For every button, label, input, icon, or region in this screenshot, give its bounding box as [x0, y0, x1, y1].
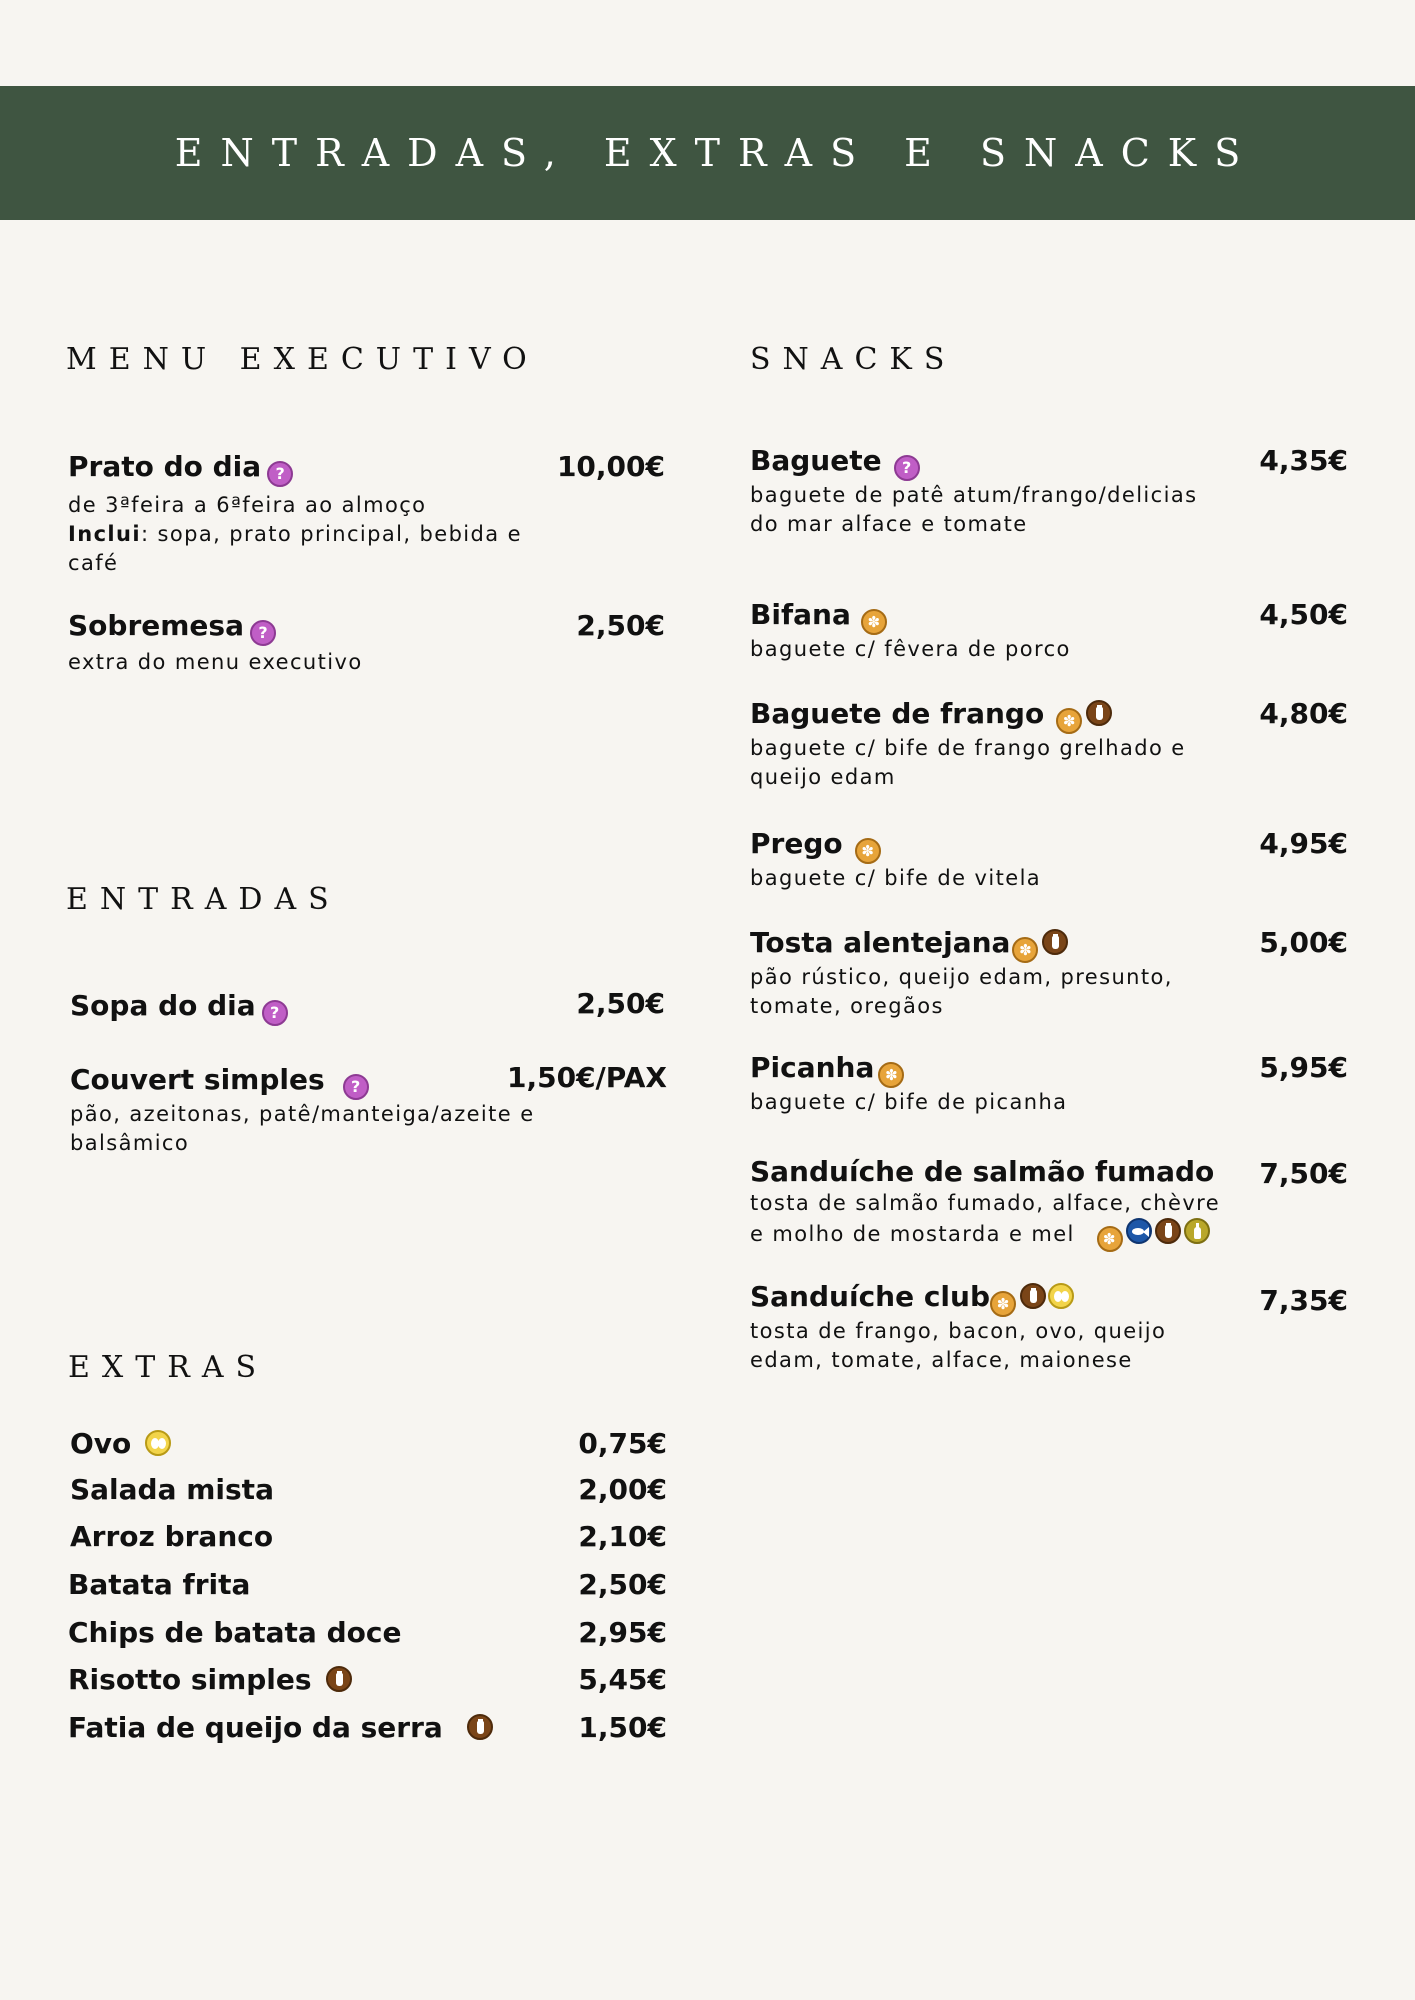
menu-item-couvert-simples: [70, 1063, 560, 1158]
item-name: Arroz branco: [70, 1520, 274, 1553]
item-description: pão rústico, queijo edam, presunto, tomate, oregãos: [750, 965, 1173, 1018]
item-name: Baguete de frango: [750, 697, 1045, 730]
item-price: 2,10€: [578, 1520, 667, 1553]
item-price: 7,50€: [1259, 1157, 1348, 1190]
section-title-snacks: SNACKS: [750, 342, 957, 377]
snack-item-sanduiche-club: [750, 1280, 1210, 1375]
question-mark-icon: ?: [267, 461, 293, 487]
menu-item-sopa-do-dia: [70, 989, 550, 1026]
item-description: baguete c/ bife de frango grelhado e queijo edam: [750, 736, 1186, 789]
item-name: Salada mista: [70, 1473, 274, 1506]
item-name: Risotto simples: [68, 1663, 312, 1696]
menu-item-sobremesa: [68, 609, 548, 677]
question-mark-icon: ?: [250, 620, 276, 646]
extra-item-queijo-da-serra: [68, 1711, 493, 1745]
section-title-menu-executivo: MENU EXECUTIVO: [66, 342, 539, 377]
gluten-wheat-icon: ✽: [855, 838, 881, 864]
gluten-wheat-icon: ✽: [878, 1062, 904, 1088]
item-name: Tosta alentejana: [750, 926, 1011, 959]
item-description: extra do menu executivo: [68, 650, 363, 674]
item-description: de 3ªfeira a 6ªfeira ao almoço: [68, 493, 427, 517]
item-description: tosta de frango, bacon, ovo, queijo edam, tomate, alface, maionese: [750, 1319, 1167, 1372]
extra-item-batata-frita: [68, 1568, 250, 1602]
egg-icon: [1048, 1283, 1074, 1309]
item-price: 0,75€: [578, 1427, 667, 1460]
milk-bottle-icon: [467, 1714, 493, 1740]
item-name: Prato do dia: [68, 450, 262, 483]
item-price: 1,50€/PAX: [506, 1061, 667, 1094]
item-price: 2,50€: [578, 1568, 667, 1601]
gluten-wheat-icon: ✽: [861, 609, 887, 635]
extra-item-chips-batata-doce: [68, 1616, 401, 1650]
section-title-extras: EXTRAS: [68, 1350, 269, 1385]
item-name: Sobremesa: [68, 609, 244, 642]
item-name: Couvert simples: [70, 1063, 325, 1096]
gluten-wheat-icon: ✽: [1097, 1226, 1123, 1252]
extra-item-risotto-simples: [68, 1663, 352, 1697]
item-description: tosta de salmão fumado, alface, chèvre: [750, 1191, 1221, 1215]
snack-item-prego: [750, 827, 1210, 893]
milk-bottle-icon: [1020, 1283, 1046, 1309]
milk-bottle-icon: [1086, 700, 1112, 726]
item-name: Picanha: [750, 1051, 875, 1084]
fish-icon: [1126, 1218, 1152, 1244]
snack-item-baguete: [750, 444, 1210, 539]
item-description-includes: [68, 520, 548, 578]
snack-item-sanduiche-salmao: [750, 1155, 1250, 1252]
question-mark-icon: ?: [262, 1000, 288, 1026]
snack-item-baguete-frango: [750, 697, 1220, 792]
egg-icon: [145, 1430, 171, 1456]
extra-item-salada-mista: [70, 1473, 274, 1507]
item-name: Bifana: [750, 598, 851, 631]
header-banner: [0, 86, 1415, 220]
item-name: Fatia de queijo da serra: [68, 1711, 443, 1744]
item-name: Baguete: [750, 444, 882, 477]
item-price: 10,00€: [556, 450, 665, 483]
item-price: 5,00€: [1259, 926, 1348, 959]
milk-bottle-icon: [1042, 929, 1068, 955]
question-mark-icon: ?: [343, 1074, 369, 1100]
gluten-wheat-icon: ✽: [1056, 708, 1082, 734]
menu-item-prato-do-dia: [68, 450, 548, 578]
item-name: Prego: [750, 827, 843, 860]
snack-item-bifana: [750, 598, 1210, 664]
item-description: pão, azeitonas, patê/manteiga/azeite e balsâmico: [70, 1102, 535, 1155]
item-price: 7,35€: [1259, 1284, 1348, 1317]
item-description: baguete c/ fêvera de porco: [750, 637, 1071, 661]
item-price: 4,50€: [1259, 598, 1348, 631]
includes-label: Inclui: [68, 522, 141, 546]
item-name: Chips de batata doce: [68, 1616, 402, 1649]
section-title-entradas: ENTRADAS: [66, 882, 341, 917]
item-price: 4,95€: [1259, 827, 1348, 860]
question-mark-icon: ?: [894, 455, 920, 481]
snack-item-tosta-alentejana: [750, 926, 1210, 1021]
item-description: baguete c/ bife de vitela: [750, 866, 1042, 890]
item-price: 4,35€: [1259, 444, 1348, 477]
item-name: Sanduíche club: [750, 1280, 991, 1313]
item-name: Ovo: [70, 1427, 132, 1460]
item-price: 2,50€: [576, 609, 665, 642]
item-description: baguete c/ bife de picanha: [750, 1090, 1068, 1114]
item-name: Batata frita: [68, 1568, 251, 1601]
item-name: Sopa do dia: [70, 989, 256, 1022]
item-price: 2,50€: [576, 987, 665, 1020]
item-price: 2,00€: [578, 1473, 667, 1506]
item-price: 5,45€: [578, 1663, 667, 1696]
item-name: Sanduíche de salmão fumado: [750, 1155, 1215, 1188]
item-price: 5,95€: [1259, 1051, 1348, 1084]
snack-item-picanha: [750, 1051, 1210, 1117]
milk-bottle-icon: [326, 1666, 352, 1692]
item-price: 1,50€: [578, 1711, 667, 1744]
extra-item-ovo: [70, 1427, 171, 1461]
gluten-wheat-icon: ✽: [1012, 937, 1038, 963]
item-description: baguete de patê atum/frango/delicias do mar alface e tomate: [750, 483, 1198, 536]
gluten-wheat-icon: ✽: [990, 1291, 1016, 1317]
item-description-continued: e molho de mostarda e mel: [750, 1222, 1075, 1246]
item-price: 2,95€: [578, 1616, 667, 1649]
extra-item-arroz-branco: [70, 1520, 273, 1554]
mustard-bottle-icon: [1184, 1218, 1210, 1244]
item-price: 4,80€: [1259, 697, 1348, 730]
milk-bottle-icon: [1155, 1218, 1181, 1244]
page-title: ENTRADAS, EXTRAS E SNACKS: [174, 131, 1259, 175]
includes-text: : sopa, prato principal, bebida e café: [68, 522, 522, 575]
